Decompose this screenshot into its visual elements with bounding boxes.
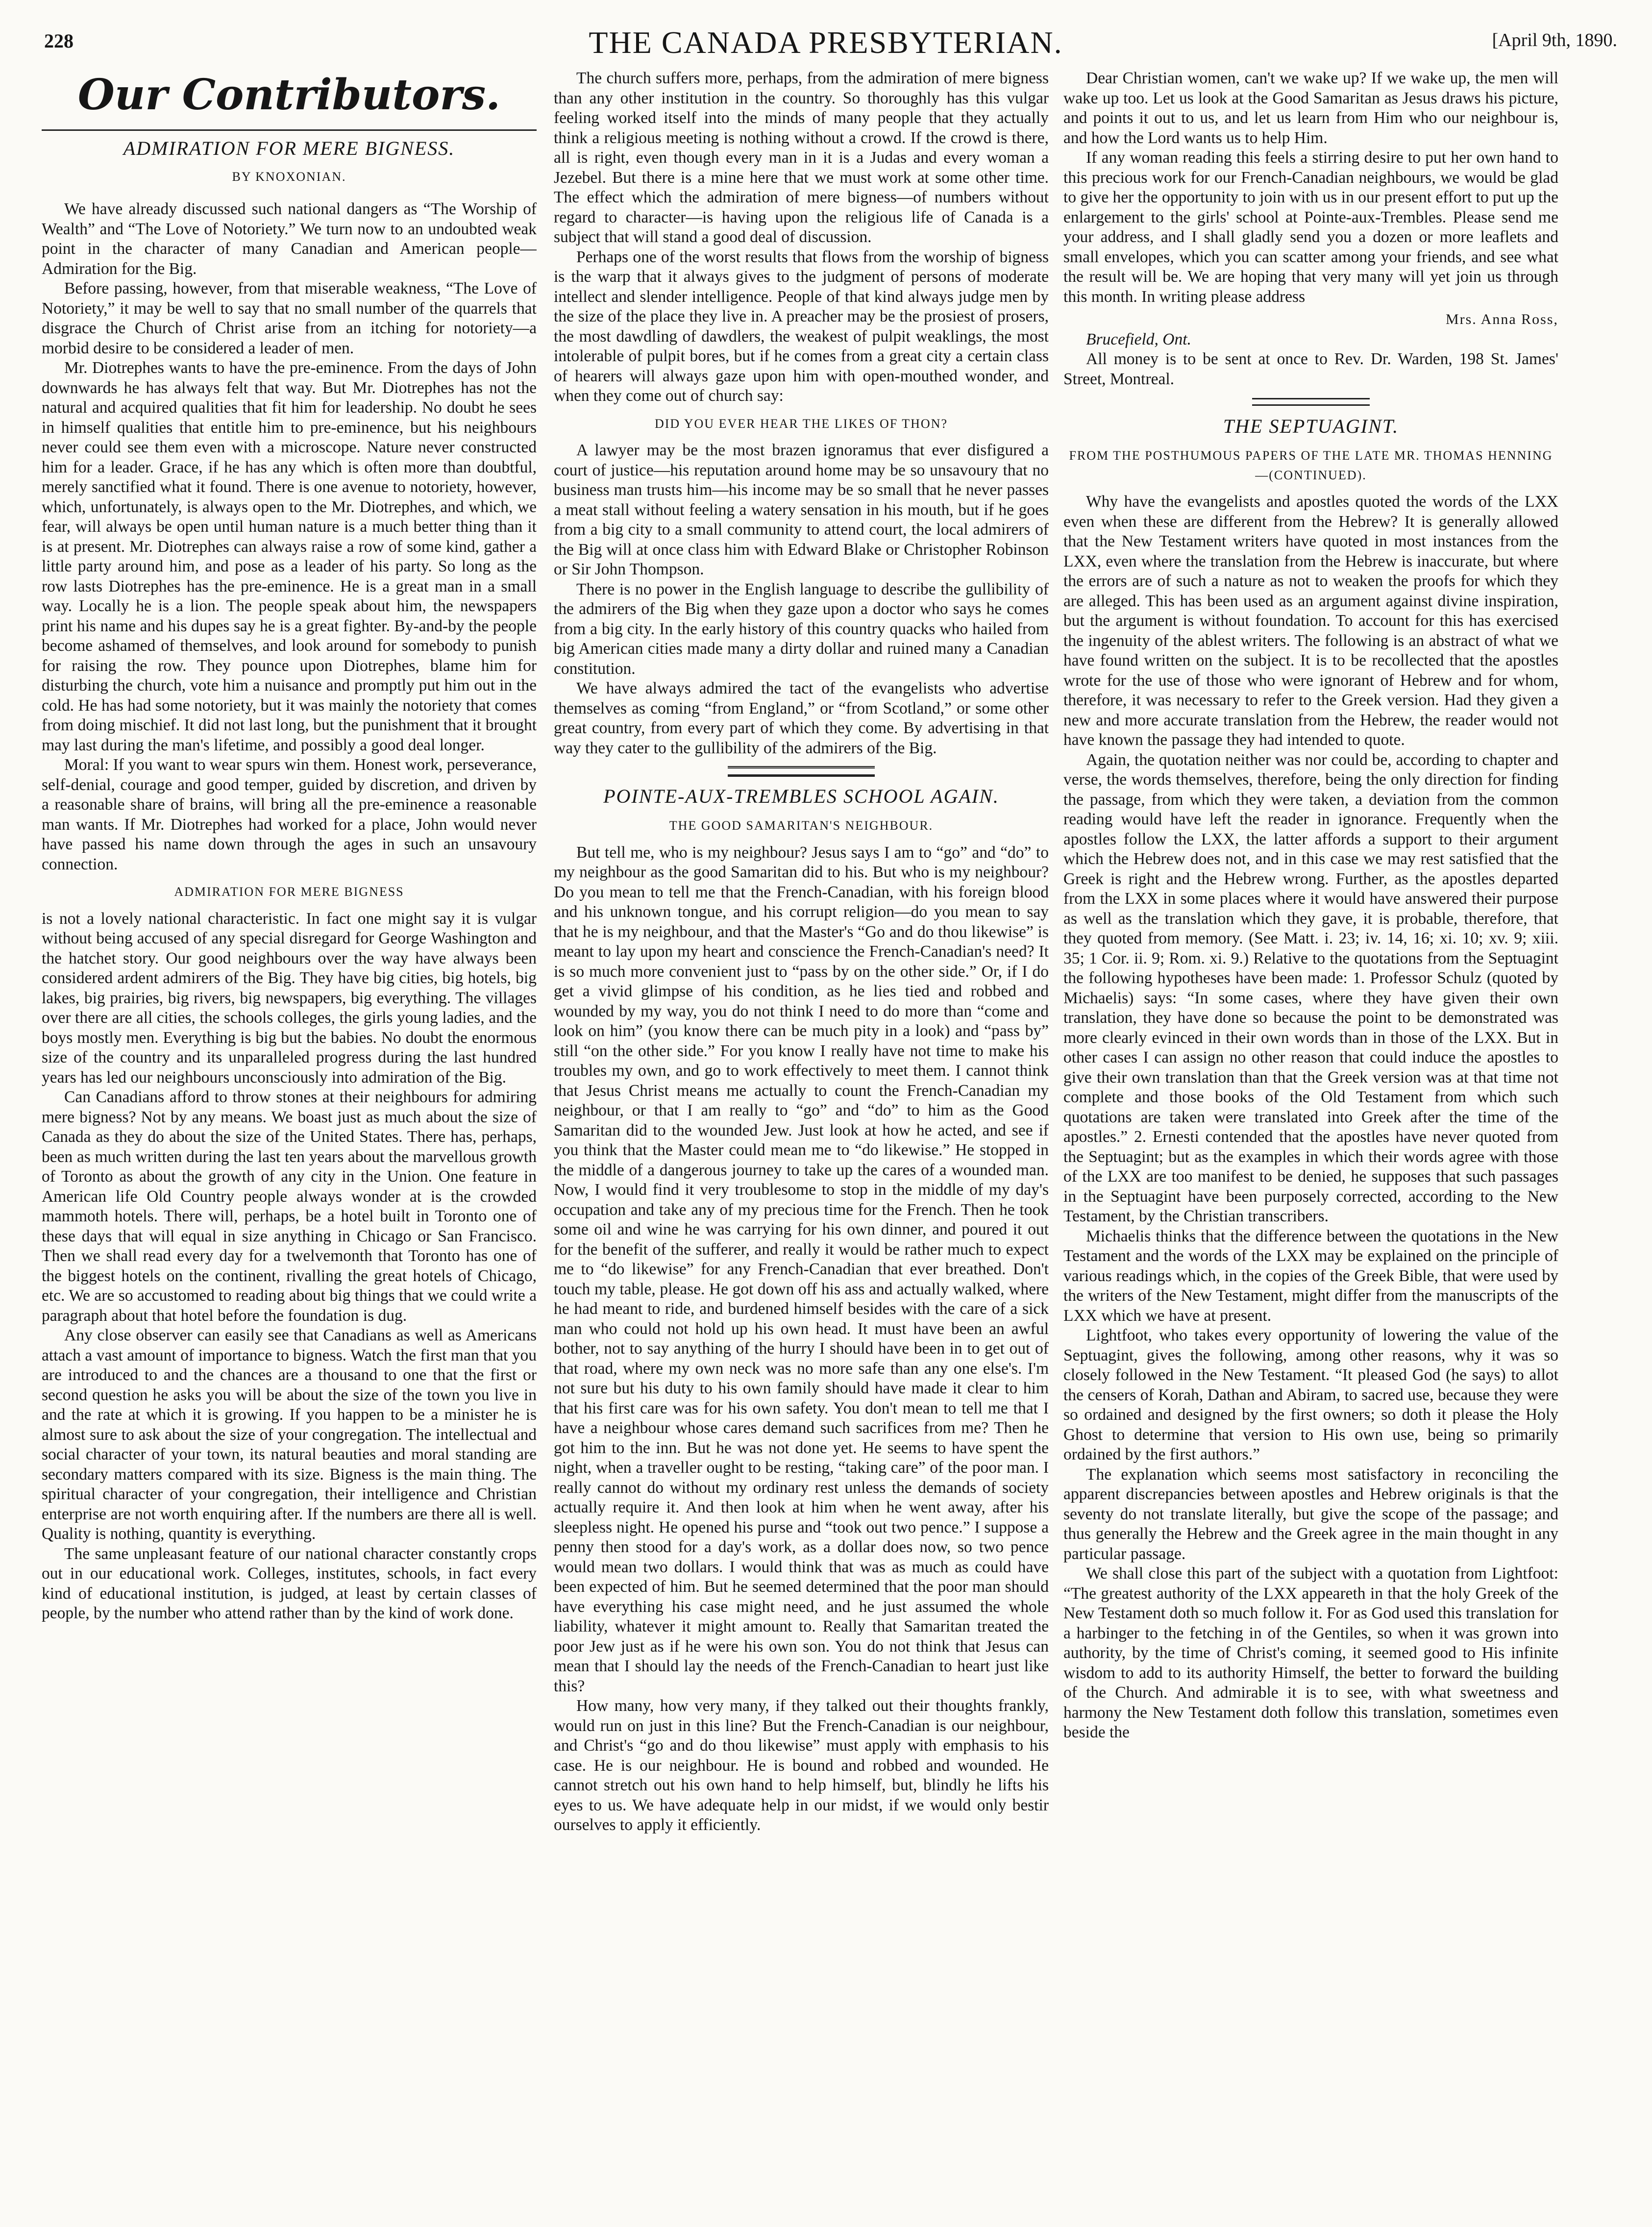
signature-place: Brucefield, Ont. — [1086, 330, 1191, 348]
paragraph: Moral: If you want to wear spurs win them. Honest work, perseverance, self-denial, courage and good temper, guided by discretion, and driven by a reasonable share of brains, will bring all the pre-eminence a reasonable man wants. If Mr. Diotrephes had worked for a place, John would never have passed his name down through the ages in such an unsavoury connection. — [42, 756, 537, 873]
paragraph: But tell me, who is my neighbour? Jesus says I am to “go” and “do” to my neighbour as the good Samaritan did to his. But who is my neighbour? Do you mean to tell me that the French-Canadian, with his foreign blood and his unknown tongue, and his corrupt religion—do you mean to say that he is my neighbour, and that the Master's “Go and do thou likewise” is meant to lay upon my heart and conscience the French-Canadian's need? It is so much more convenient just to “pass by on the other side.” Or, if I do get a vivid glimpse of his condition, as he lies tied and robbed and wounded by my way, you do not think I need to do more than “come and look on him” (you know there can be much pity in a look) and “pass by” still “on the other side.” For you know I really have not time to make his troubles my own, and go to work effectively to meet them. I cannot think that Jesus Christ means me actually to count the French-Canadian my neighbour, or that I am really to “go” and “do” to him as the Good Samaritan did to the wounded Jew. Just look at how he acted, and see if you think that the Master could mean me to “do likewise.” He stopped in the middle of a dangerous journey to take up the cares of a wounded man. Now, I would find it very troublesome to stop in the middle of my day's occupation and take any of my precious time for the French. Then he took some oil and wine he was carrying for his own dinner, and poured it out for the benefit of the sufferer, and really it would be rather much to expect me to “do likewise” for any French-Canadian that ever breathed. Don't touch my table, please. He got down off his ass and actually walked, where he had meant to ride, and burdened himself besides with the care of a sick man who could not hold up his own head. It must have been an awful bother, not to say anything of the hurry I should have been in to get out of that road, where my own neck was no more safe than any one else's. I'm not sure but his duty to his own family should have made it clear to him that his first care was for his own safety. You don't mean to tell me that I have a neighbour whose cares demand such sacrifices from me? Then he got him to the inn. But he was not done yet. He seems to have spent the night, when a traveller ought to be resting, “taking care” of the poor man. I really cannot do without my ordinary rest unless the demands of society actually require it. And then look at him when he went away, after his sleepless night. He opened his purse and “took out two pence.” I suppose a penny then stood for a day's work, as a dollar does now, so two pence would mean two dollars. I would think that was as much as could have been expected of him. But he seemed determined that the poor man should have everything his case might need, and he just assumed the whole liability, whatever it might amount to. Really that Samaritan treated the poor Jew just as if he were his own son. You do not think that Jesus can mean that I should lay the needs of the French-Canadian to heart just like this? — [554, 843, 1049, 1695]
paragraph: All money is to be sent at once to Rev. Dr. Warden, 198 St. James' Street, Montreal. — [1063, 350, 1558, 388]
signature-name: Mrs. Anna Ross, — [1445, 311, 1558, 327]
article-title: POINTE-AUX-TREMBLES SCHOOL AGAIN. — [603, 785, 999, 807]
paragraph: The church suffers more, perhaps, from the admiration of mere bigness than any other institution in the country. So thoroughly has this vulgar feeling worked itself into the minds of many people that they actually think a religious meeting is nothing without a crowd. If the crowd is there, all is right, even though every man in it is a Judas and every woman a Jezebel. But there is a mine here that we must work at some other time. The effect which the admiration of mere bigness—of numbers without regard to character—is having upon the religious life of Canada is a subject that will stand a good deal of discussion. — [554, 69, 1049, 246]
paragraph: If any woman reading this feels a stirring desire to put her own hand to this precious work for our French-Canadian neighbours, we would be glad to give her the opportunity to join with us in our present effort to put up the enlargement to the girls' school at Pointe-aux-Trembles. Please send me your address, and I shall gladly send you a dozen or more leaflets and small envelopes, which you can scatter among your friends, and see what the result will be. We are hoping that very many will yet join us through this month. In writing please address — [1063, 148, 1558, 306]
divider — [1252, 398, 1370, 406]
paragraph: Lightfoot, who takes every opportunity of lowering the value of the Septuagint, gives the following, among other reasons, why it was so closely followed in the New Testament. “It pleased God (he says) to allot the censers of Korah, Dathan and Abiram, to sacred use, because they were so ordained and designed by the first owners; so doth it please the Holy Ghost to determine that version to His own use, being so primarily ordained by the first authors.” — [1063, 1326, 1558, 1463]
paragraph: Can Canadians afford to throw stones at their neighbours for admiring mere bigness? Not by any means. We boast just as much about the size of Canada as they do about the size of the United States. There has, perhaps, been as much written during the last ten years about the marvellous growth of Toronto as about the growth of any city in the Union. One feature in American life Old Country people always wonder at is the crowded mammoth hotels. There will, perhaps, be a hotel built in Toronto one of these days that will equal in size anything in Chicago or San Francisco. Then we shall read every day for a twelvemonth that Toronto has one of the biggest hotels on the continent, rivalling the great hotels of Chicago, etc. We are so accustomed to reading about big things that we could write a paragraph about that hotel before the foundation is dug. — [42, 1088, 537, 1325]
paragraph: The explanation which seems most satisfactory in reconciling the apparent discrepancies between apostles and Hebrew originals is that the seventy do not translate literally, but give the scope of the passage; and thus generally the Hebrew and the Greek agree in the main thought in any particular passage. — [1063, 1465, 1558, 1563]
paragraph: is not a lovely national characteristic. In fact one might say it is vulgar without being accused of any special disregard for George Washington and the hatchet story. Our good neighbours over the way have always been considered ardent admirers of the Big. They have big cities, big hotels, big lakes, big prairies, big rivers, big newspapers, big everything. The villages over there are all cities, the schools colleges, the girls young ladies, and the boys mostly men. Everything is big but the babies. No doubt the enormous size of the country and its unparalleled progress during the last hundred years has led our neighbours unconsciously into admiration of the Big. — [42, 909, 537, 1087]
article-subtitle: FROM THE POSTHUMOUS PAPERS OF THE LATE MR. THOMAS HENNING—(CONTINUED). — [1069, 448, 1553, 482]
article-subtitle: THE GOOD SAMARITAN'S NEIGHBOUR. — [669, 818, 934, 833]
paragraph: Again, the quotation neither was nor could be, according to chapter and verse, the words themselves, therefore, being the only direction for finding the passage, from which they were taken, a deviation from the common reading would have left the reader in ignorance. Frequently when the apostles follow the LXX, the latter affords a support to their argument which the Hebrew does not, and in this case we may rest satisfied that the Greek is right and the Hebrew wrong. Further, as the apostles departed from the LXX in some places where it would have answered their purpose as well as the translation which they gave, it is probable, therefore, that they quoted from memory. (See Matt. i. 23; iv. 14, 16; xi. 10; xv. 9; xiii. 35; 1 Cor. ii. 9; Rom. xi. 9.) Relative to the quotations from the Septuagint the following hypotheses have been made: 1. Professor Schulz (quoted by Michaelis) says: “In some cases, where they have given their own translation, they have done so because the point to be demonstrated was more clearly evinced in their own words than in those of the LXX. But in other cases I can assign no other reason that could induce the apostles to give their own translation than that the Greek version was at that time not complete and those books of the Old Testament from which such quotations are taken were translated into Greek after the time of the apostles.” 2. Ernesti contended that the apostles have never quoted from the Septuagint; but as the examples in which their words agree with those of the LXX are too manifest to be denied, he supposes that such passages in the Septuagint have been purposely corrected, according to the New Testament, by the Christian transcribers. — [1063, 750, 1558, 1225]
article-title: THE SEPTUAGINT. — [1223, 415, 1399, 437]
paragraph: A lawyer may be the most brazen ignoramus that ever disfigured a court of justice—his reputation around home may be so unsavoury that no business man trusts him—his income may be so small that he never passes a meat stall without feeling a watery sensation in his mouth, but if he goes from a big city to a small community to attend court, the local admirers of the Big will at once class him with Edward Blake or Christopher Robinson or Sir John Thompson. — [554, 441, 1049, 578]
paragraph: Mr. Diotrephes wants to have the pre-eminence. From the days of John downwards he has always felt that way. But Mr. Diotrephes has not the natural and acquired qualities that fit him for leadership. No doubt he sees in himself qualities that entitle him to pre-eminence, but his neighbours never could see them even with a microscope. Nature never constructed him for a leader. Grace, if he has any which is often more than doubtful, merely sanctified what it found. There is one avenue to notoriety, however, which, unfortunately, is always open to the Mr. Diotrephes, and which, we fear, will always be open until human nature is a much better thing than it is at present. Mr. Diotrephes can always raise a row of some kind, gather a little party around him, and pose as a leader of his party. So long as the row lasts Diotrephes has the pre-eminence. He is a great man in a small way. Locally he is a lion. The people speak about him, the newspapers print his name and his dupes say he is a great fighter. By-and-by the people become ashamed of themselves, and look around for somebody to punish for raising the row. They pounce upon Diotrephes, blame him for disturbing the church, vote him a nuisance and promptly put him out in the cold. He has had some notoriety, but it was mainly the notoriety that comes from doing mischief. It did not last long, but the punishment that it brought may last during the man's lifetime, and possibly a good deal longer. — [42, 359, 537, 754]
article-title: ADMIRATION FOR MERE BIGNESS. — [123, 137, 455, 159]
column-1 — [42, 69, 537, 2215]
page-number: 228 — [44, 30, 74, 52]
paragraph: There is no power in the English language to describe the gullibility of the admirers of the Big when they gaze upon a doctor who says he comes from a big city. In the early history of this country quacks who hailed from big American cities made many a dirty dollar and ruined many a Canadian constitution. — [554, 580, 1049, 678]
paragraph: We shall close this part of the subject with a quotation from Lightfoot: “The greatest authority of the LXX appeareth in that the holy Greek of the New Testament doth so much follow it. For as God used this translation for a harbinger to the fetching in of the Gentiles, so when it was grown into authority, by the time of Christ's coming, it seemed good to His infinite wisdom to add to its authority Himself, the better to forward the building of the Church. And admirable it is to see, with what sweetness and harmony the New Testament doth follow this translation, sometimes even beside the — [1063, 1564, 1558, 1741]
paragraph: Before passing, however, from that miserable weakness, “The Love of Notoriety,” it may be well to say that no small number of the quarrels that disgrace the Church of Christ arise from an itching for notoriety—a morbid desire to be considered a leader of men. — [42, 279, 537, 357]
paragraph: Michaelis thinks that the difference between the quotations in the New Testament and the words of the LXX may be explained on the principle of various readings which, in the copies of the Greek Bible, that were used by the writers of the New Testament, might differ from the manuscripts of the LXX which we have at present. — [1063, 1227, 1558, 1325]
subheading: ADMIRATION FOR MERE BIGNESS — [174, 885, 404, 899]
paragraph: Why have the evangelists and apostles quoted the words of the LXX even when these are different from the Hebrew? It is generally allowed that the New Testament writers have quoted in most instances from the LXX, even where the translation from the Hebrew is inaccurate, but where the errors are of such a nature as not to weaken the proofs for which they are alleged. This has been used as an argument against divine inspiration, but the argument is without foundation. To account for this has exercised the ingenuity of the ablest writers. The following is an abstract of what we have found written on the subject. It is to be recollected that the apostles wrote for the use of those who were ignorant of Hebrew and for whom, therefore, it was necessary to refer to the Greek version. Had they given a new and more accurate translation from the Hebrew, the reader would not have known the passage they had intended to quote. — [1063, 493, 1558, 749]
divider — [42, 129, 537, 131]
issue-date: [April 9th, 1890. — [1492, 30, 1617, 50]
newspaper-title: THE CANADA PRESBYTERIAN. — [589, 25, 1063, 60]
section-title: Our Contributors. — [77, 70, 501, 120]
subheading: DID YOU EVER HEAR THE LIKES OF THON? — [655, 416, 948, 431]
paragraph: Perhaps one of the worst results that flows from the worship of bigness is the warp that it always gives to the judgment of persons of moderate intellect and slender intelligence. People of that kind always judge men by the size of the place they live in. A preacher may be the prosiest of prosers, the most dawdling of dawdlers, the weakest of pulpit weaklings, the most intolerable of pulpit bores, but if he comes from a great city a certain class of hearers will always gaze upon him with open-mouthed wonder, and when they come out of church say: — [554, 247, 1049, 405]
paragraph: How many, how very many, if they talked out their thoughts frankly, would run on just in this line? But the French-Canadian is our neighbour, and Christ's “go and do thou likewise” must apply with emphasis to his case. He is our neighbour. He is bound and robbed and wounded. He cannot stretch out his own hand to help himself, but, blindly he lifts his eyes to us. We have adequate help in our midst, if we would only bestir ourselves to apply it efficiently. — [554, 1697, 1049, 1834]
paragraph: Dear Christian women, can't we wake up? If we wake up, the men will wake up too. Let us look at the Good Samaritan as Jesus draws his picture, and points it out to us, and let us learn from Him who our neighbour is, and how the Lord wants us to help Him. — [1063, 69, 1558, 147]
paragraph: We have already discussed such national dangers as “The Worship of Wealth” and “The Love of Notoriety.” We turn now to an undoubted weak point in the character of many Canadian and American people—Admiration for the Big. — [42, 200, 537, 278]
column-3 — [1063, 69, 1558, 2215]
divider — [728, 766, 875, 777]
paragraph: We have always admired the tact of the evangelists who advertise themselves as coming “from England,” or “from Scotland,” or some other great country, from every part of which they come. By advertising in that way they cater to the gullibility of the admirers of the Big. — [554, 679, 1049, 757]
paragraph: The same unpleasant feature of our national character constantly crops out in our educational work. Colleges, institutes, schools, in fact every kind of educational institution, is judged, at least by certain classes of people, by the number who attend rather than by the kind of work done. — [42, 1544, 537, 1622]
column-2 — [554, 69, 1049, 2215]
byline: BY KNOXONIAN. — [232, 170, 346, 184]
paragraph: Any close observer can easily see that Canadians as well as Americans attach a vast amount of importance to bigness. Watch the first man that you are introduced to and the chances are a thousand to one that the first or second question he asks you will be about the size of the town you live in and the rate at which it is growing. If you happen to be a minister he is almost sure to ask about the size of your congregation. The intellectual and social character of your town, its natural beauties and moral standing are secondary matters compared with its size. Bigness is the main thing. The spiritual character of your congregation, their intelligence and Christian enterprise are not worth enquiring after. If the numbers are there all is well. Quality is nothing, quantity is everything. — [42, 1326, 537, 1543]
masthead — [34, 15, 1617, 59]
